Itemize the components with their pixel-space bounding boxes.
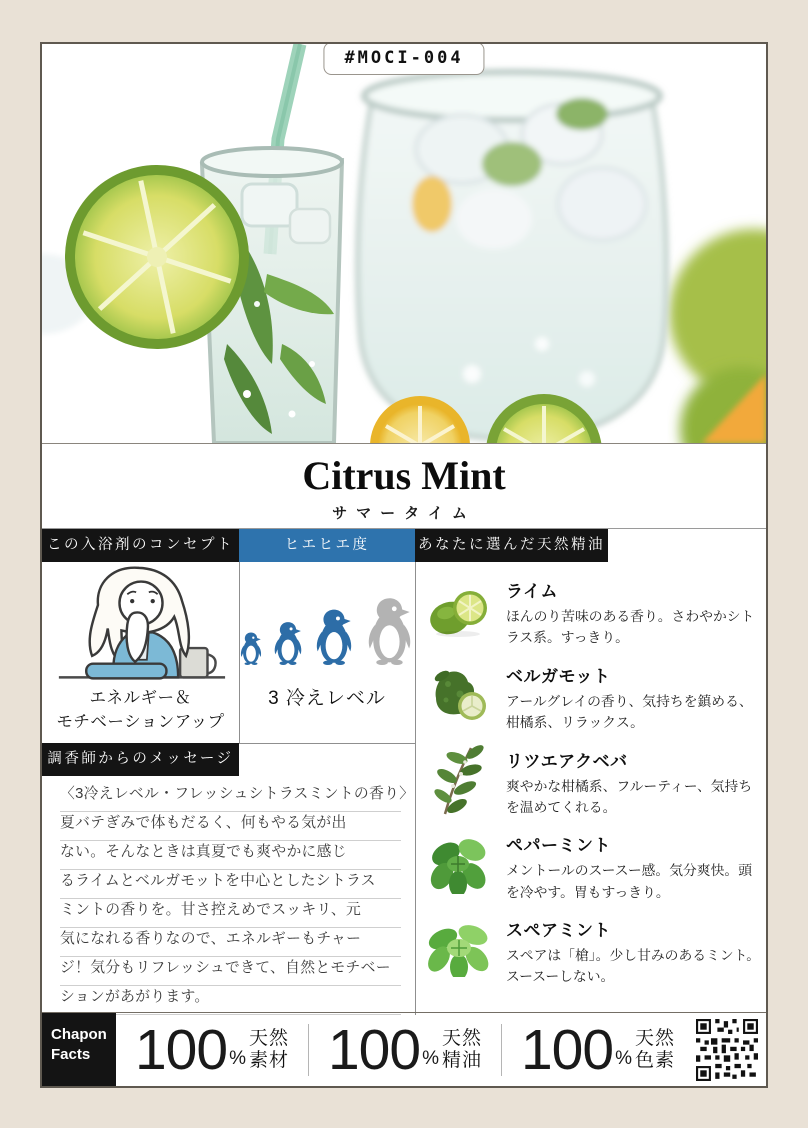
brand-facts-label [42,1013,116,1086]
concept-body [42,562,239,743]
oil-name: スペアミント [506,921,611,940]
message-line: ミントの香りを。甘さ控えめでスッキリ、元 [60,900,401,928]
list-item [426,743,764,819]
product-photo [42,44,766,444]
oil-description: メントールのスースー感。気分爽快。頭を冷やす。胃もすっきり。 [506,863,752,900]
oil-name: ライム [506,582,558,601]
title-block [42,444,766,528]
oils-list [416,569,770,1015]
fact-unit: % [422,1047,439,1069]
peppermint-icon [426,827,492,901]
concept-header: この入浴剤のコンセプト [42,529,239,562]
message-line: るライムとベルガモットを中心としたシトラス [60,871,401,899]
list-item [426,658,764,734]
fact-value: 100 [520,1017,614,1082]
chill-level-body [239,562,415,743]
oil-description: スペアは「槍」。少し甘みのあるミント。スースーしない。 [506,948,760,985]
concept-caption [56,687,224,735]
penguin-icon [271,620,305,665]
penguin-icon [312,607,356,665]
message-line: 〈3冷えレベル・フレッシュシトラスミントの香り〉 [60,784,401,812]
concept-caption-line2: モチベーションアップ [56,713,225,732]
fact-natural-oil [328,1018,482,1082]
spearmint-icon [426,912,492,986]
message-line: 夏バテぎみで体もだるく、何もやる気が出 [60,813,401,841]
facts-row [116,1013,694,1086]
drink-photo-illustration [42,44,766,443]
oil-description: ほんのり苦味のある香り。さわやかシトラス系。すっきり。 [506,609,755,646]
perfumer-message [42,776,415,1015]
fact-natural-material [135,1018,289,1082]
fact-value: 100 [134,1017,228,1082]
page-title: Citrus Mint [302,453,506,498]
oil-name: ペパーミント [506,836,611,856]
fact-natural-color [521,1018,675,1082]
list-item [426,827,764,903]
message-line: ジ！気分もリフレッシュできて、自然とモチベー [60,958,401,986]
page-subtitle: サマータイム [332,505,476,522]
penguin-rating [238,595,416,665]
oil-name: ベルガモット [506,666,611,686]
divider [308,1024,309,1076]
oils-header: あなたに選んだ天然精油 [415,529,608,562]
list-item [426,573,764,649]
list-item [426,912,764,988]
bergamot-icon [426,658,492,732]
fact-label: 天然 素材 [249,1027,290,1071]
message-line: ションがあがります。 [60,987,401,1015]
main-section [42,528,766,1014]
perfumer-message-header: 調香師からのメッセージ [42,743,239,776]
penguin-icon [363,595,416,665]
brand-line2: Facts [51,1046,91,1064]
oil-description: アールグレイの香り、気持ちを鎮める、柑橘系、リラックス。 [506,693,753,731]
qr-code [694,1013,766,1086]
facts-footer [42,1012,766,1086]
chill-level-label: 3 冷えレベル [268,688,386,709]
fact-label: 天然 精油 [442,1027,483,1071]
litsea-icon [426,743,492,817]
concept-caption-line1: エネルギー＆ [89,689,192,708]
divider [501,1024,502,1076]
product-card [40,42,768,1088]
fact-unit: % [229,1047,246,1069]
fact-value: 100 [327,1017,421,1082]
message-line: ない。そんなときは真夏でも爽やかに感じ [60,842,401,870]
brand-line1: Chapon [51,1026,107,1043]
chill-level-header: ヒエヒエ度 [239,529,415,562]
penguin-icon [238,631,264,665]
fact-label: 天然 色素 [635,1027,676,1071]
oil-description: 爽やかな柑橘系、フルーティー、気持ちを温めてくれる。 [506,778,753,815]
message-line: 気になれる香りなので、エネルギーもチャー [60,929,401,957]
tired-woman-illustration [51,562,231,687]
fact-unit: % [615,1047,632,1069]
oil-name: リツエアクベバ [506,751,628,771]
product-code-badge: #MOCI-004 [323,44,484,75]
lime-icon [426,573,492,647]
